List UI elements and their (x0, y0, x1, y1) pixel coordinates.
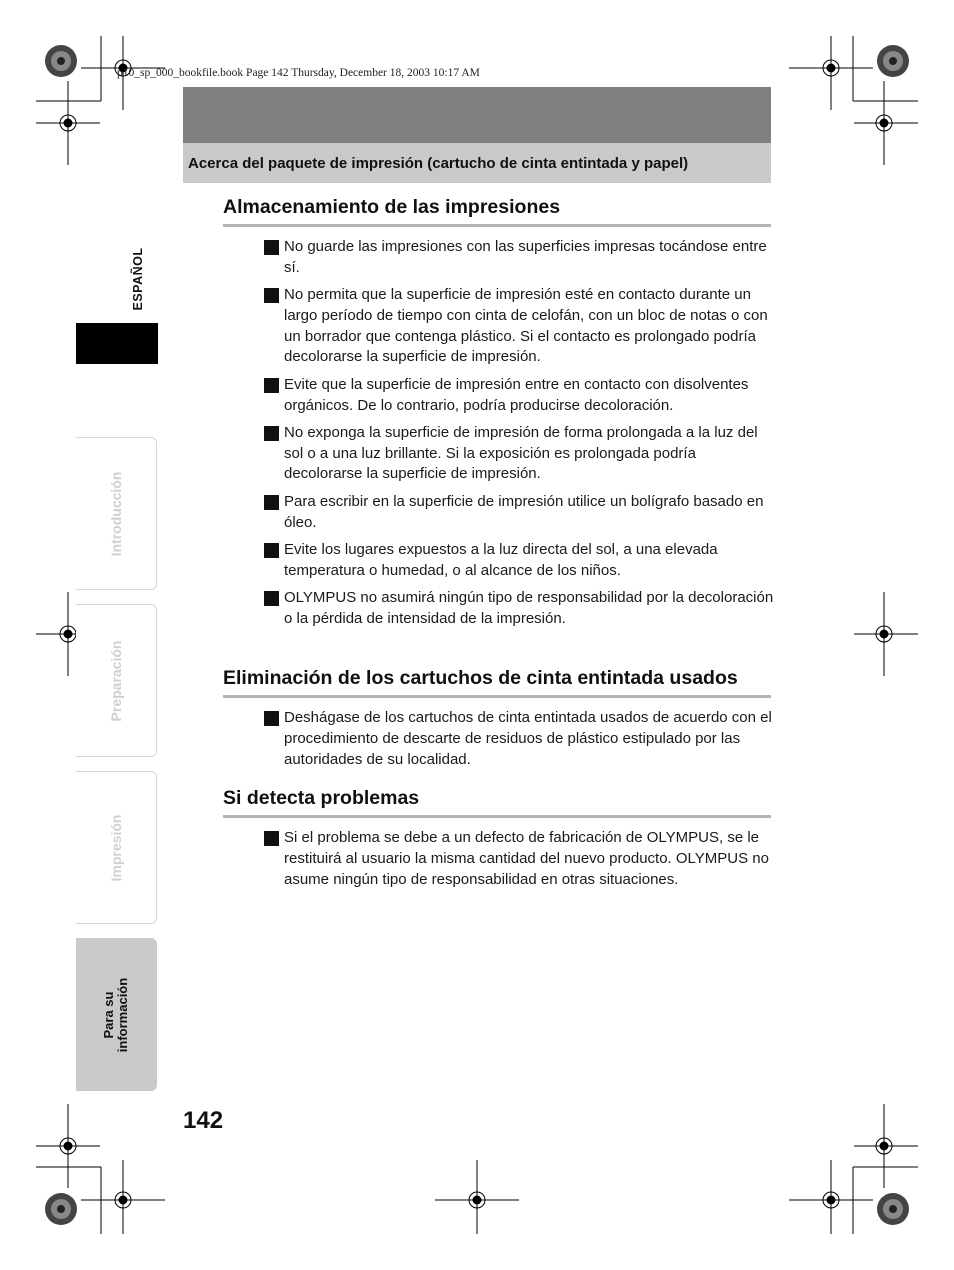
tab-impresion[interactable] (76, 771, 157, 924)
bullet-square-icon (264, 495, 279, 510)
tab-label: Preparación (108, 640, 124, 721)
side-language-text: ESPAÑOL (131, 247, 145, 311)
bullet-square-icon (264, 288, 279, 303)
list-item: Para escribir en la superficie de impresión utilice un bolígrafo basado en óleo. (264, 492, 774, 534)
section-title-problemas: Si detecta problemas (223, 787, 771, 818)
list-item: Evite los lugares expuestos a la luz directa del sol, a una elevada temperatura o humedad, o al alcance de los niños. (264, 540, 774, 582)
list-item: No exponga la superficie de impresión de forma prolongada a la luz del sol o a una luz brillante. Si la exposición es prolongada podría decolorarse la superficie de impresión. (264, 423, 774, 485)
side-language-label (129, 238, 147, 320)
list-item: Evite que la superficie de impresión entre en contacto con disolventes orgánicos. De lo contrario, podría producirse decoloración. (264, 375, 774, 417)
tab-para-su-informacion[interactable] (76, 938, 157, 1091)
section-title-almacenamiento: Almacenamiento de las impresiones (223, 196, 771, 227)
tab-label: Introducción (108, 471, 124, 556)
tab-preparacion[interactable] (76, 604, 157, 757)
list-item: OLYMPUS no asumirá ningún tipo de responsabilidad por la decoloración o la pérdida de intensidad de la impresión. (264, 588, 774, 630)
bullet-list-almacenamiento (264, 237, 774, 636)
bullet-list-problemas (264, 828, 774, 897)
bullet-square-icon (264, 591, 279, 606)
list-item: Deshágase de los cartuchos de cinta entintada usados de acuerdo con el procedimiento de descarte de residuos de plástico estipulado por las autoridades de su localidad. (264, 708, 774, 770)
header-band-title: Acerca del paquete de impresión (cartucho de cinta entintada y papel) (183, 143, 771, 183)
print-slug: p10_sp_000_bookfile.book Page 142 Thursday, December 18, 2003 10:17 AM (117, 67, 480, 79)
list-item: Si el problema se debe a un defecto de fabricación de OLYMPUS, se le restituirá al usuario la misma cantidad del nuevo producto. OLYMPUS no asume ningún tipo de responsabilidad en otras situaciones. (264, 828, 774, 890)
bullet-square-icon (264, 378, 279, 393)
bullet-square-icon (264, 543, 279, 558)
bullet-list-eliminacion (264, 708, 774, 777)
bullet-square-icon (264, 831, 279, 846)
bullet-square-icon (264, 426, 279, 441)
tab-introduccion[interactable] (76, 437, 157, 590)
tab-label: Impresión (108, 814, 124, 881)
side-language-block (76, 323, 158, 364)
tab-label: Para su información (101, 977, 130, 1052)
bullet-square-icon (264, 711, 279, 726)
list-item: No permita que la superficie de impresión esté en contacto durante un largo período de tiempo con cinta de celofán, con un bloc de notas o con un borrador que contenga plástico. Si el contacto es prolongado podría decolorarse la superficie de impresión. (264, 285, 774, 368)
bullet-square-icon (264, 240, 279, 255)
section-title-eliminacion: Eliminación de los cartuchos de cinta entintada usados (223, 667, 771, 698)
page-number: 142 (183, 1107, 224, 1134)
header-band-dark (183, 87, 771, 143)
list-item: No guarde las impresiones con las superficies impresas tocándose entre sí. (264, 237, 774, 279)
